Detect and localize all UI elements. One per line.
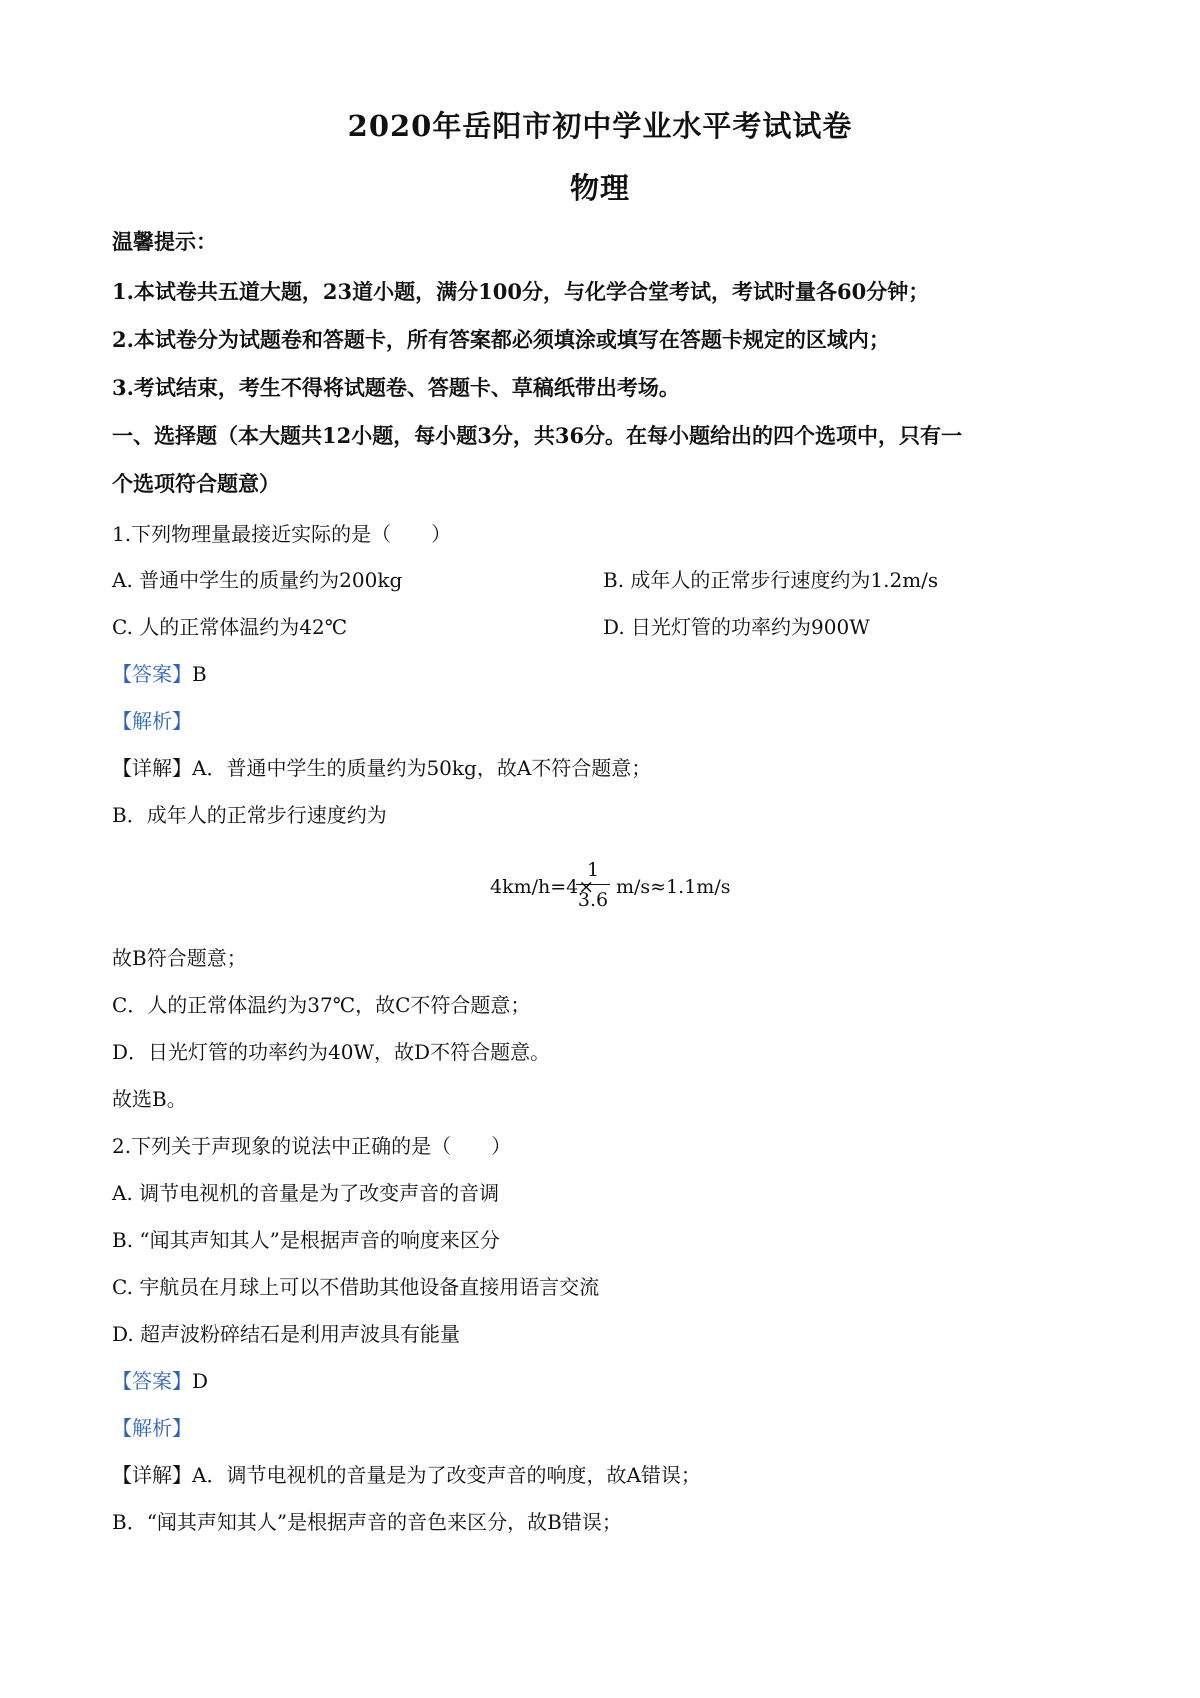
formula-fraction [576,856,610,913]
q1-option-b: B. 成年人的正常步行速度约为1.2m/s [603,568,939,592]
answer-value: D [192,1369,209,1393]
q2-answer [112,1365,208,1394]
notice-item: 2.本试卷分为试题卷和答题卡，所有答案都必须填涂或填写在答题卡规定的区域内； [112,327,890,352]
answer-value: B [192,662,207,686]
formula-right: m/s≈1.1m/s [616,876,731,898]
notice-heading: 温馨提示： [112,229,217,254]
q1-option-c: C. 人的正常体温约为42℃ [112,615,348,639]
answer-tag: 【答案】 [112,1369,192,1393]
formula-denominator: 3.6 [577,889,609,911]
answer-tag: 【答案】 [112,662,192,686]
notice-item: 3.考试结束，考生不得将试题卷、答题卡、草稿纸带出考场。 [112,375,680,400]
question-2-stem: 2.下列关于声现象的说法中正确的是（ ） [112,1134,512,1158]
q2-detail: 【详解】A．调节电视机的音量是为了改变声音的响度，故A错误； [112,1463,701,1487]
q2-option-c: C. 宇航员在月球上可以不借助其他设备直接用语言交流 [112,1275,600,1299]
subject-title: 物理 [569,171,630,205]
section-heading-cont: 个选项符合题意） [112,471,280,496]
question-1-stem: 1.下列物理量最接近实际的是（ ） [112,522,452,546]
q1-answer [112,658,207,687]
q1-detail: 【详解】A．普通中学生的质量约为50kg，故A不符合题意； [112,756,652,780]
q2-b-line: B．“闻其声知其人”是根据声音的音色来区分，故B错误； [112,1510,622,1534]
q1-option-a: A. 普通中学生的质量约为200kg [112,568,403,592]
q2-option-d: D. 超声波粉碎结石是利用声波具有能量 [112,1322,461,1346]
q1-c-line: C．人的正常体温约为37℃，故C不符合题意； [112,993,531,1017]
q1-option-d: D. 日光灯管的功率约为900W [603,615,870,639]
q2-option-b: B. “闻其声知其人”是根据声音的响度来区分 [112,1228,500,1252]
q2-option-a: A. 调节电视机的音量是为了改变声音的音调 [112,1181,500,1205]
q1-d-line: D．日光灯管的功率约为40W，故D不符合题意。 [112,1040,551,1064]
q2-analysis-tag: 【解析】 [112,1416,192,1440]
q1-analysis-tag: 【解析】 [112,709,192,733]
formula-numerator: 1 [586,859,600,881]
notice-item: 1.本试卷共五道大题，23道小题，满分100分，与化学合堂考试，考试时量各60分钟； [112,279,930,304]
formula-left: 4km/h=4× [490,876,595,898]
section-heading: 一、选择题（本大题共12小题，每小题3分，共36分。在每小题给出的四个选项中，只有一 [112,423,963,448]
exam-title: 2020年岳阳市初中学业水平考试试卷 [347,109,853,143]
q1-choose: 故选B。 [112,1087,187,1111]
q1-b-line: B．成年人的正常步行速度约为 [112,803,387,827]
q1-b-conclusion: 故B符合题意； [112,946,247,970]
